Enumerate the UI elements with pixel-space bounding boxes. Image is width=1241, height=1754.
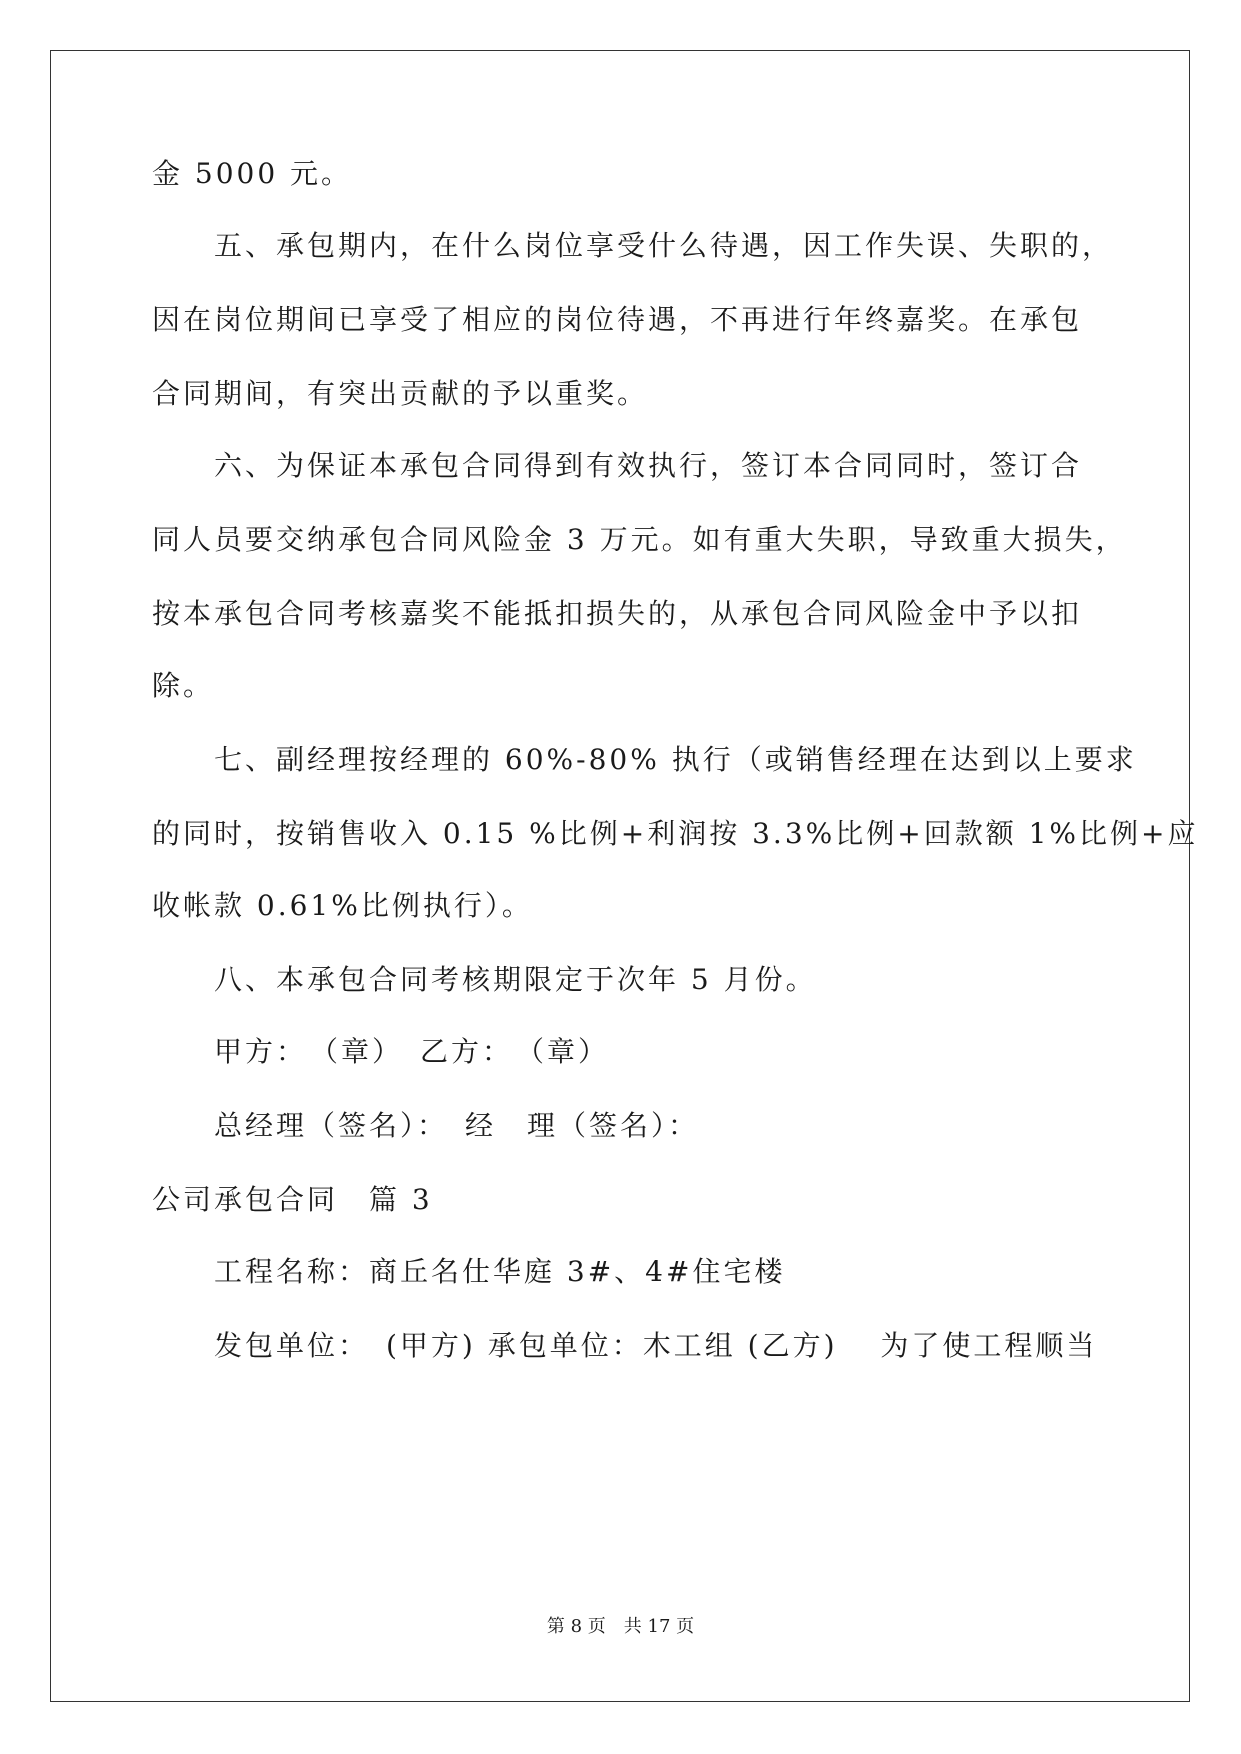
text-line: 总经理（签名）： 经 理（签名）： bbox=[214, 1109, 700, 1142]
text-line: 除。 bbox=[152, 669, 215, 702]
text-line: 的同时，按销售收入 0.15 %比例+利润按 3.3%比例+回款额 1%比例+应 bbox=[152, 817, 1199, 850]
text-line: 七、副经理按经理的 60%-80% 执行（或销售经理在达到以上要求 bbox=[214, 743, 1137, 776]
text-line: 同人员要交纳承包合同风险金 3 万元。如有重大失职，导致重大损失， bbox=[152, 523, 1127, 556]
text-line: 五、承包期内，在什么岗位享受什么待遇，因工作失误、失职的， bbox=[214, 229, 1114, 262]
text-line: 合同期间，有突出贡献的予以重奖。 bbox=[152, 377, 649, 410]
text-line: 工程名称：商丘名仕华庭 3#、4#住宅楼 bbox=[214, 1255, 786, 1288]
text-line: 八、本承包合同考核期限定于次年 5 月份。 bbox=[214, 963, 817, 996]
text-line: 甲方： （章） 乙方： （章） bbox=[214, 1035, 610, 1068]
text-line: 按本承包合同考核嘉奖不能抵扣损失的，从承包合同风险金中予以扣 bbox=[152, 597, 1083, 630]
text-line: 因在岗位期间已享受了相应的岗位待遇，不再进行年终嘉奖。在承包 bbox=[152, 303, 1083, 336]
text-line: 六、为保证本承包合同得到有效执行，签订本合同同时，签订合 bbox=[214, 449, 1083, 482]
text-line: 发包单位： (甲方) 承包单位：木工组 (乙方) 为了使工程顺当 bbox=[214, 1329, 1098, 1362]
page-border bbox=[50, 50, 1190, 1702]
text-line: 收帐款 0.61%比例执行）。 bbox=[152, 889, 533, 922]
section-heading: 公司承包合同 篇 3 bbox=[152, 1183, 433, 1216]
page-number-footer: 第 8 页 共 17 页 bbox=[546, 1616, 695, 1637]
text-line: 金 5000 元。 bbox=[152, 157, 353, 190]
